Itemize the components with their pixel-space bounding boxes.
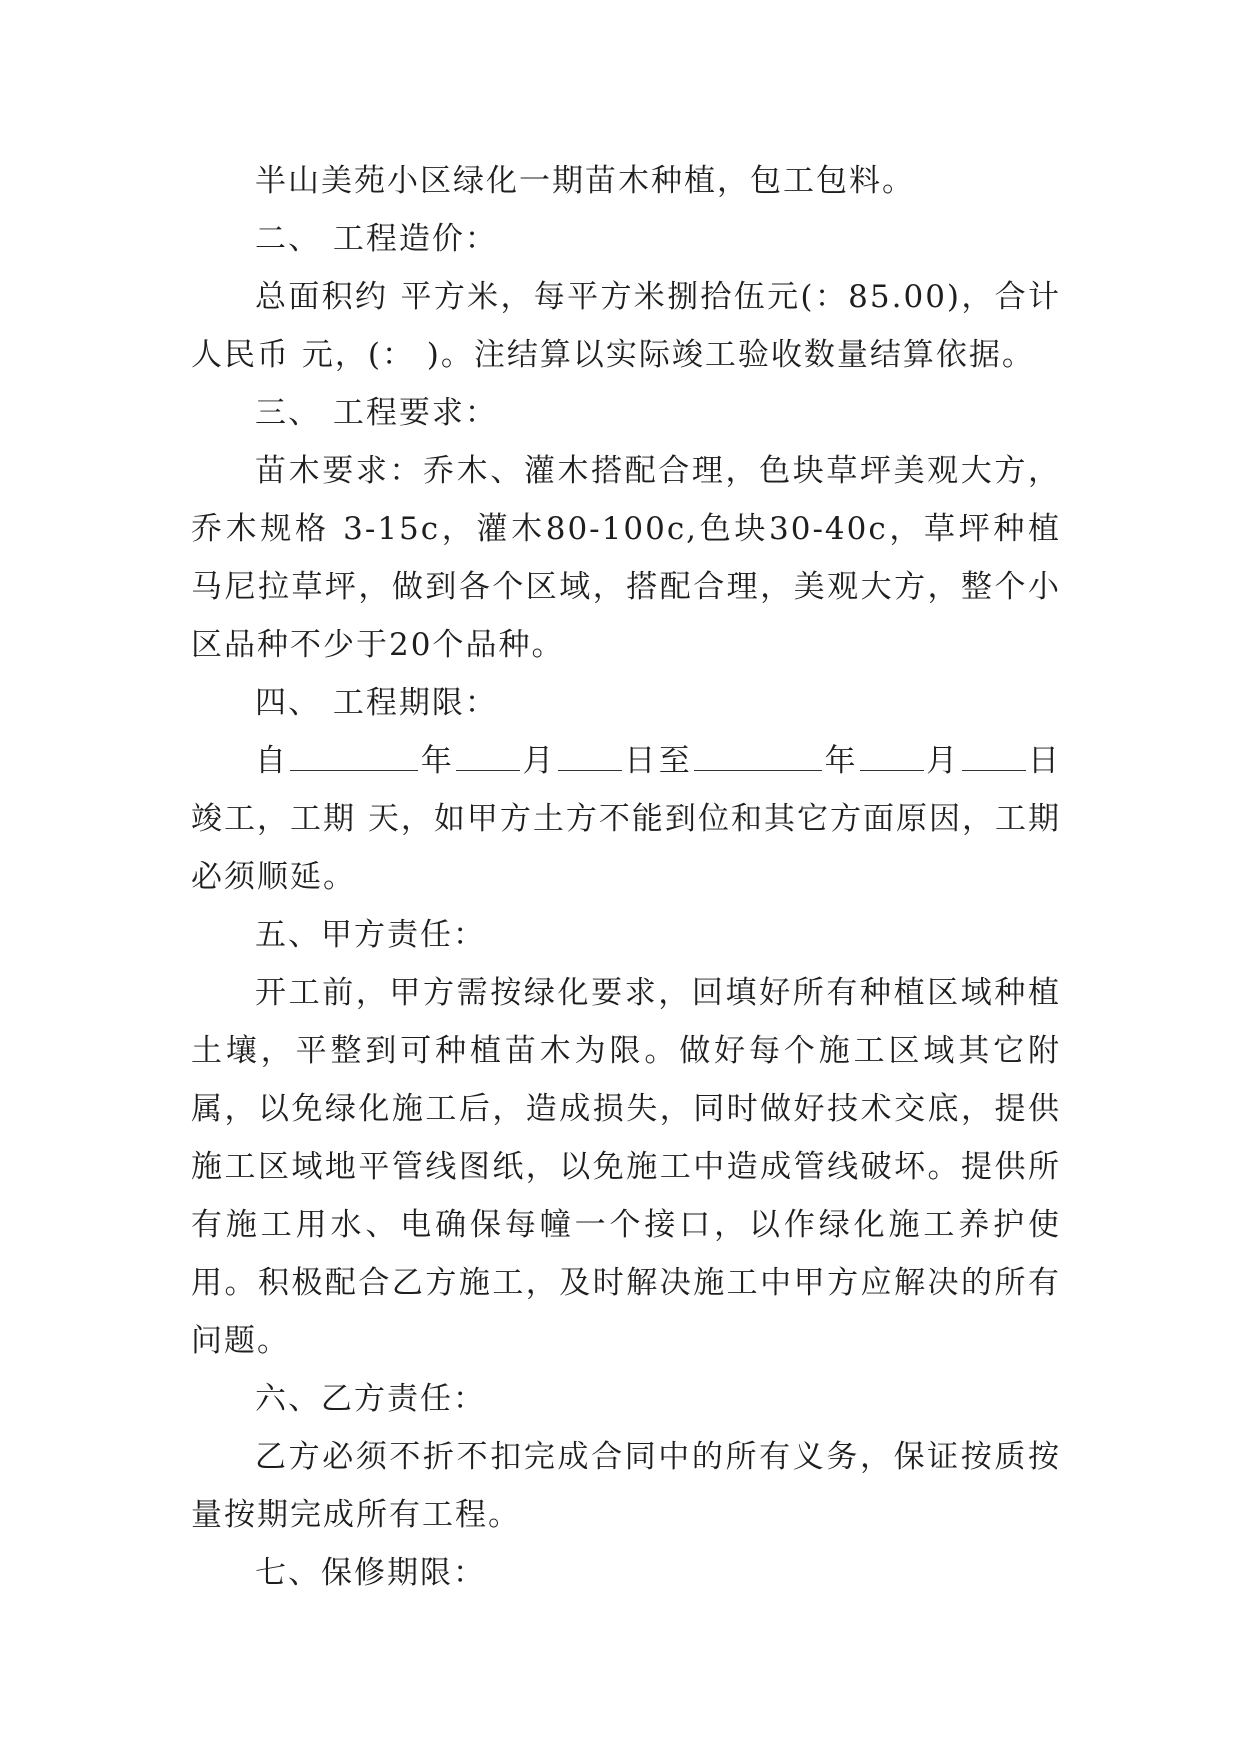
heading-project-cost: 二、 工程造价： <box>255 221 498 257</box>
paragraph-party-a-duties: 开工前，甲方需按绿化要求，回填好所有种植区域种植土壤，平整到可种植苗木为限。做好每个施工区域其它附属，以免绿化施工后，造成损失，同时做好技术交底，提供施工区域地平管线图纸，以免施工中造成管线破坏。提供所有施工用水、电确保每幢一个接口，以作绿化施工养护使用。积极配合乙方施工，及时解决施工中甲方应解决的所有问题。 <box>191 975 1061 1359</box>
heading-party-b-duties: 六、乙方责任： <box>255 1381 486 1417</box>
blank-start-day <box>558 742 622 771</box>
date-word-from: 自 <box>255 743 290 779</box>
paragraph-seedling-requirements: 苗木要求：乔木、灌木搭配合理，色块草坪美观大方，乔木规格 3-15c，灌木80-100c,色块30-40c，草坪种植马尼拉草坪，做到各个区域，搭配合理，美观大方，整个小区品种不少于20个品种。 <box>191 453 1061 663</box>
paragraph-project-period <box>191 732 1061 906</box>
blank-start-month <box>456 742 520 771</box>
heading-project-requirements: 三、 工程要求： <box>255 395 498 431</box>
date-word-month: 月 <box>521 743 557 779</box>
blank-end-year <box>694 742 822 771</box>
blank-start-year <box>290 742 418 771</box>
date-word-day-2: 日 <box>1026 743 1062 779</box>
paragraph-project-scope: 半山美苑小区绿化一期苗木种植，包工包料。 <box>255 163 915 199</box>
paragraph-party-b-duties: 乙方必须不折不扣完成合同中的所有义务，保证按质按量按期完成所有工程。 <box>191 1439 1061 1533</box>
date-word-month-2: 月 <box>924 743 961 779</box>
date-word-year: 年 <box>419 743 456 779</box>
date-word-year-2: 年 <box>823 743 859 779</box>
heading-party-a-duties: 五、甲方责任： <box>255 917 486 953</box>
document-body <box>191 152 1061 1602</box>
blank-end-day <box>962 742 1026 771</box>
paragraph-project-cost: 总面积约 平方米，每平方米捌拾伍元(：85.00)，合计人民币 元，(： )。注结算以实际竣工验收数量结算依据。 <box>191 279 1061 373</box>
heading-project-period: 四、 工程期限： <box>255 685 498 721</box>
date-word-day-to: 日至 <box>622 743 694 779</box>
blank-end-month <box>860 742 924 771</box>
heading-warranty-period: 七、保修期限： <box>255 1555 486 1591</box>
period-text: 竣工，工期 天，如甲方土方不能到位和其它方面原因，工期必须顺延。 <box>191 801 1061 895</box>
